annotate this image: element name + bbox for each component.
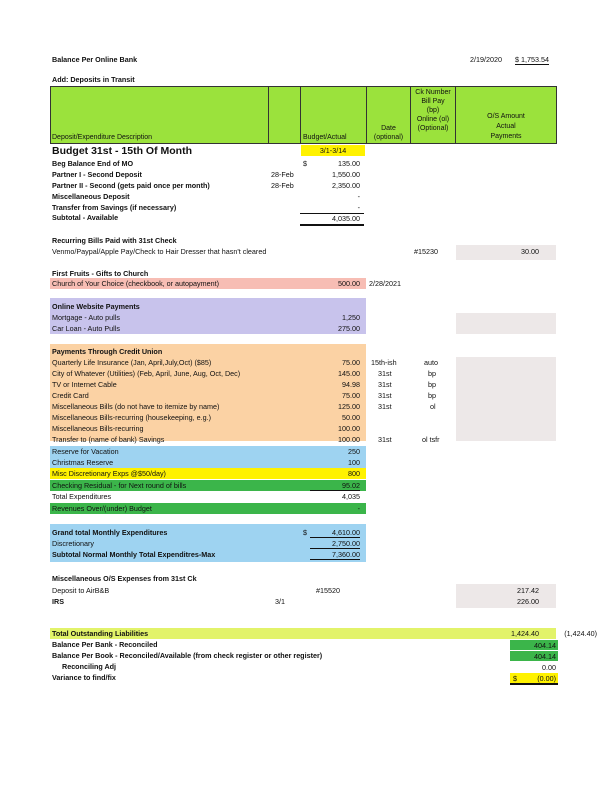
credit-union-row-date: 15th-ish xyxy=(371,358,397,367)
total-os-amount: 1,424.40 xyxy=(511,629,539,638)
recurring-row-ck: #15230 xyxy=(414,247,438,256)
online-row-amount: 1,250 xyxy=(342,313,360,322)
budget-row-date: 28-Feb xyxy=(271,181,294,190)
first-fruits-row-label: Church of Your Choice (checkbook, or autopayment) xyxy=(52,279,220,288)
header-bp: (bp) xyxy=(426,107,440,114)
header-date-optional: (optional) xyxy=(373,134,404,141)
recurring-title: Recurring Bills Paid with 31st Check xyxy=(52,236,177,245)
book-reconciled-amount: 404.14 xyxy=(534,652,556,661)
credit-union-row-amount: 100.00 xyxy=(338,435,360,444)
misc-os-row-date: 3/1 xyxy=(275,597,285,606)
header-description: Deposit/Expenditure Description xyxy=(52,134,152,141)
bank-reconciled-label: Balance Per Bank - Reconciled xyxy=(52,640,158,649)
total-os-label: Total Outstanding Liabilities xyxy=(52,629,149,638)
misc-os-row-amount: 217.42 xyxy=(517,586,539,595)
header-os-amount: O/S Amount xyxy=(487,113,525,120)
credit-union-row-label: Credit Card xyxy=(52,391,89,400)
credit-union-row-date: 31st xyxy=(378,380,392,389)
first-fruits-title: First Fruits - Gifts to Church xyxy=(52,269,149,278)
discretionary-label: Discretionary xyxy=(52,539,94,548)
header-bill-pay: Bill Pay xyxy=(421,98,445,105)
credit-union-row-label: Quarterly Life Insurance (Jan, April,July,Oct) ($85) xyxy=(52,358,212,367)
recurring-row-os: 30.00 xyxy=(521,247,539,256)
credit-union-row-ck: bp xyxy=(428,369,436,378)
reserve-vacation-label: Reserve for Vacation xyxy=(52,447,119,456)
credit-union-row-date: 31st xyxy=(378,391,392,400)
credit-union-row-label: Miscellaneous Bills-recurring xyxy=(52,424,144,433)
reserve-vacation-amount: 250 xyxy=(348,447,360,456)
misc-os-row-label: Deposit to AirB&B xyxy=(52,586,110,595)
misc-os-title: Miscellaneous O/S Expenses from 31st Ck xyxy=(52,574,197,583)
credit-union-row-label: Transfer to (name of bank) Savings xyxy=(52,435,165,444)
checking-residual-label: Checking Residual - for Next round of bills xyxy=(52,481,187,490)
header-ck-optional: (Optional) xyxy=(417,125,449,132)
currency-symbol: $ xyxy=(303,528,307,537)
budget-row-amount: 135.00 xyxy=(338,159,360,168)
header-divider xyxy=(300,86,301,144)
budget-row-amount: 1,550.00 xyxy=(332,170,360,179)
header-budget-actual: Budget/Actual xyxy=(303,134,347,141)
os-cell xyxy=(456,313,556,334)
credit-union-row-label: Miscellaneous Bills (do not have to itemize by name) xyxy=(52,402,220,411)
reserve-christmas-amount: 100 xyxy=(348,458,360,467)
credit-union-row-ck: ol tsfr xyxy=(422,435,440,444)
misc-os-row-ck: #15520 xyxy=(316,586,340,595)
subtotal-normal-label: Subtotal Normal Monthly Total Expenditres-Max xyxy=(52,550,216,559)
credit-union-row-ck: auto xyxy=(424,358,438,367)
budget-row-amount: - xyxy=(357,192,360,201)
os-cell xyxy=(456,357,556,441)
total-os-negative: (1,424.40) xyxy=(564,629,597,638)
credit-union-row-ck: ol xyxy=(430,402,436,411)
variance-label: Variance to find/fix xyxy=(52,673,116,682)
header-actual: Actual xyxy=(496,123,516,130)
balance-online-label: Balance Per Online Bank xyxy=(52,55,138,64)
budget-range: 3/1-3/14 xyxy=(319,146,347,155)
subtotal-label: Subtotal - Available xyxy=(52,213,119,222)
currency-symbol: $ xyxy=(303,159,307,168)
subtotal-amount: 4,035.00 xyxy=(332,214,360,223)
total-expenditures-amount: 4,035 xyxy=(342,492,360,501)
header-online: Online (ol) xyxy=(416,116,450,123)
budget-row-label: Miscellaneous Deposit xyxy=(52,192,130,201)
first-fruits-row-amount: 500.00 xyxy=(338,279,360,288)
reserve-christmas-label: Christmas Reserve xyxy=(52,458,114,467)
credit-union-row-amount: 50.00 xyxy=(342,413,360,422)
online-row-label: Mortgage - Auto pulls xyxy=(52,313,120,322)
credit-union-row-date: 31st xyxy=(378,435,392,444)
credit-union-row-amount: 75.00 xyxy=(342,358,360,367)
variance-amount: (0.00) xyxy=(537,674,556,683)
budget-row-amount: - xyxy=(357,203,360,212)
online-payments-title: Online Website Payments xyxy=(52,302,140,311)
book-reconciled-label: Balance Per Book - Reconciled/Available (from check register or other register) xyxy=(52,651,323,660)
credit-union-row-ck: bp xyxy=(428,380,436,389)
header-payments: Payments xyxy=(490,133,522,140)
credit-union-row-amount: 145.00 xyxy=(338,369,360,378)
misc-discretionary-amount: 800 xyxy=(348,469,360,478)
credit-union-row-amount: 75.00 xyxy=(342,391,360,400)
bank-reconciled-amount: 404.14 xyxy=(534,641,556,650)
online-balance: $ 1,753.54 xyxy=(515,55,549,64)
grand-total-label: Grand total Monthly Expenditures xyxy=(52,528,168,537)
credit-union-row-ck: bp xyxy=(428,391,436,400)
budget-row-label: Transfer from Savings (if necessary) xyxy=(52,203,177,212)
online-row-amount: 275.00 xyxy=(338,324,360,333)
budget-row-amount: 2,350.00 xyxy=(332,181,360,190)
header-ck-number: Ck Number xyxy=(415,89,451,96)
discretionary-amount: 2,750.00 xyxy=(310,539,360,549)
revenues-amount: - xyxy=(357,504,360,513)
budget-row-label: Beg Balance End of MO xyxy=(52,159,134,168)
credit-union-row-label: City of Whatever (Utilities) (Feb, April, June, Aug, Oct, Dec) xyxy=(52,369,241,378)
subtotal-normal-amount: 7,360.00 xyxy=(310,550,360,560)
total-expenditures-label: Total Expenditures xyxy=(52,492,112,501)
currency-symbol: $ xyxy=(513,674,517,683)
credit-union-row-amount: 94.98 xyxy=(342,380,360,389)
checking-residual-amount: 95.02 xyxy=(310,481,360,491)
revenues-label: Revenues Over/(under) Budget xyxy=(52,504,152,513)
misc-os-row-label: IRS xyxy=(52,597,64,606)
deposits-in-transit-label: Add: Deposits in Transit xyxy=(52,75,135,84)
header-divider xyxy=(268,86,269,144)
budget-row-label: Partner II - Second (gets paid once per month) xyxy=(52,181,210,190)
first-fruits-row-date: 2/28/2021 xyxy=(369,279,401,288)
misc-discretionary-label: Misc Discretionary Exps @$50/day) xyxy=(52,469,166,478)
credit-union-row-amount: 100.00 xyxy=(338,424,360,433)
grand-total-amount: 4,610.00 xyxy=(310,528,360,538)
credit-union-row-label: Miscellaneous Bills-recurring (housekeeping, e.g.) xyxy=(52,413,211,422)
budget-title: Budget 31st - 15th Of Month xyxy=(52,145,192,157)
misc-os-row-amount: 226.00 xyxy=(517,597,539,606)
credit-union-title: Payments Through Credit Union xyxy=(52,347,163,356)
reconciling-adj-label: Reconciling Adj xyxy=(62,662,117,671)
credit-union-row-amount: 125.00 xyxy=(338,402,360,411)
statement-date: 2/19/2020 xyxy=(470,55,502,64)
reconciling-adj-amount: 0.00 xyxy=(542,663,556,672)
credit-union-row-label: TV or Internet Cable xyxy=(52,380,117,389)
credit-union-row-date: 31st xyxy=(378,369,392,378)
online-row-label: Car Loan - Auto Pulls xyxy=(52,324,120,333)
recurring-row-label: Venmo/Paypal/Apple Pay/Check to Hair Dresser that hasn't cleared xyxy=(52,247,267,256)
credit-union-row-date: 31st xyxy=(378,402,392,411)
budget-row-date: 28-Feb xyxy=(271,170,294,179)
header-date: Date xyxy=(381,125,396,132)
budget-row-label: Partner I - Second Deposit xyxy=(52,170,142,179)
